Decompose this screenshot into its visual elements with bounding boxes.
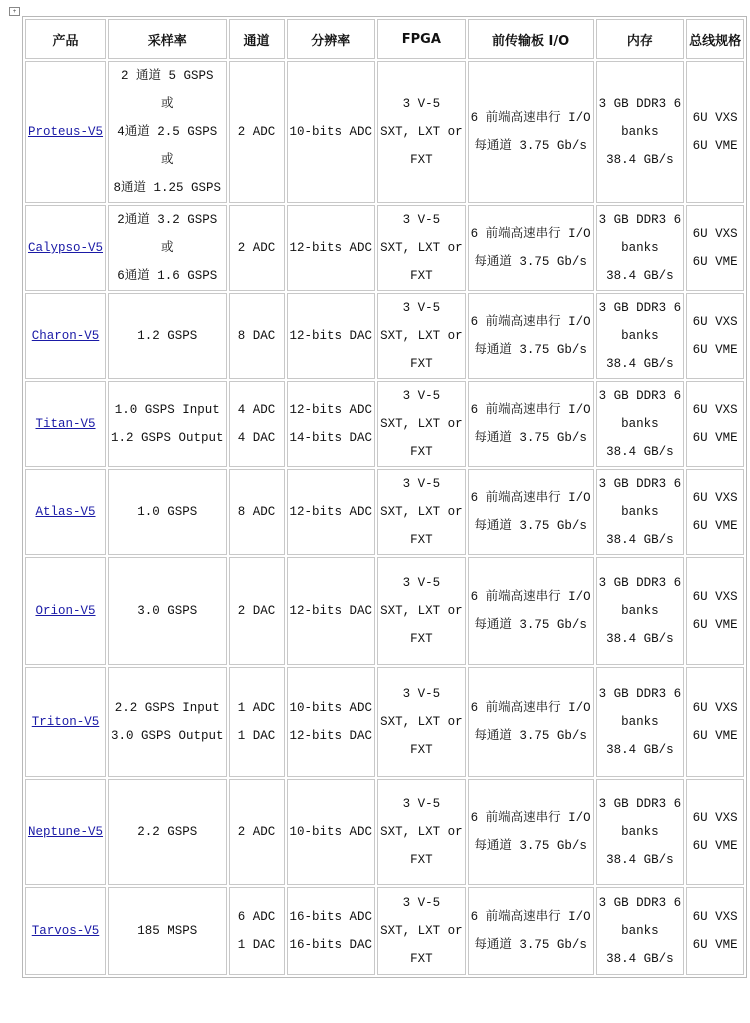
sampling-cell bbox=[108, 205, 227, 291]
table-row bbox=[25, 381, 744, 467]
resolution-line: 12-bits DAC bbox=[289, 729, 373, 743]
product-cell bbox=[25, 887, 106, 975]
io-line: 每通道 3.75 Gb/s bbox=[474, 343, 587, 357]
memory-line: 38.4 GB/s bbox=[606, 743, 674, 757]
sampling-line: 1.0 GSPS Input bbox=[114, 403, 220, 417]
channels-line: 1 ADC bbox=[237, 701, 276, 715]
bus-cell bbox=[686, 381, 744, 467]
product-link[interactable]: Charon-V5 bbox=[31, 329, 100, 343]
fpga-cell bbox=[377, 293, 466, 379]
io-cell bbox=[468, 293, 594, 379]
fpga-line: 3 V-5 bbox=[402, 389, 441, 403]
resolution-cell bbox=[287, 887, 376, 975]
memory-cell bbox=[596, 469, 685, 555]
resolution-line: 12-bits ADC bbox=[289, 403, 373, 417]
bus-line: 6U VME bbox=[692, 431, 738, 445]
bus-line: 6U VME bbox=[692, 519, 738, 533]
io-line: 6 前端高速串行 I/O bbox=[470, 111, 591, 125]
memory-cell bbox=[596, 293, 685, 379]
product-cell bbox=[25, 667, 106, 777]
bus-line: 6U VXS bbox=[692, 701, 738, 715]
product-cell bbox=[25, 293, 106, 379]
product-link[interactable]: Proteus-V5 bbox=[28, 125, 104, 139]
memory-line: 3 GB DDR3 6 bbox=[598, 896, 682, 910]
product-link[interactable]: Calypso-V5 bbox=[28, 241, 104, 255]
channels-cell bbox=[229, 469, 285, 555]
resolution-line: 12-bits DAC bbox=[289, 604, 373, 618]
channels-cell bbox=[229, 887, 285, 975]
bus-line: 6U VME bbox=[692, 618, 738, 632]
resolution-line: 12-bits ADC bbox=[289, 241, 373, 255]
channels-line: 1 DAC bbox=[237, 938, 276, 952]
sampling-line: 1.0 GSPS bbox=[137, 505, 198, 519]
product-link[interactable]: Triton-V5 bbox=[31, 715, 100, 729]
memory-line: 38.4 GB/s bbox=[606, 445, 674, 459]
product-link[interactable]: Tarvos-V5 bbox=[31, 924, 100, 938]
product-link[interactable]: Neptune-V5 bbox=[28, 825, 104, 839]
resolution-line: 12-bits ADC bbox=[289, 505, 373, 519]
io-cell bbox=[468, 557, 594, 665]
channels-line: 2 ADC bbox=[237, 825, 276, 839]
fpga-cell bbox=[377, 667, 466, 777]
resolution-cell bbox=[287, 557, 376, 665]
sampling-line: 2.2 GSPS Input bbox=[114, 701, 220, 715]
header-channels: 通道 bbox=[229, 19, 285, 59]
channels-line: 4 ADC bbox=[237, 403, 276, 417]
sampling-line: 6通道 1.6 GSPS bbox=[117, 269, 218, 283]
bus-line: 6U VME bbox=[692, 255, 738, 269]
product-link[interactable]: Atlas-V5 bbox=[35, 505, 96, 519]
io-line: 每通道 3.75 Gb/s bbox=[474, 729, 587, 743]
sampling-line: 8通道 1.25 GSPS bbox=[113, 181, 222, 195]
fpga-cell bbox=[377, 779, 466, 885]
memory-line: banks bbox=[621, 241, 659, 255]
table-row bbox=[25, 557, 744, 665]
bus-line: 6U VXS bbox=[692, 227, 738, 241]
sampling-cell bbox=[108, 381, 227, 467]
channels-line: 2 DAC bbox=[237, 604, 276, 618]
sampling-cell bbox=[108, 779, 227, 885]
resolution-line: 10-bits ADC bbox=[289, 125, 373, 139]
fpga-line: FXT bbox=[410, 853, 433, 867]
channels-cell bbox=[229, 61, 285, 203]
sampling-line: 3.0 GSPS bbox=[137, 604, 198, 618]
table-row bbox=[25, 293, 744, 379]
fpga-line: 3 V-5 bbox=[402, 687, 441, 701]
channels-line: 1 DAC bbox=[237, 729, 276, 743]
bus-line: 6U VXS bbox=[692, 910, 738, 924]
fpga-cell bbox=[377, 381, 466, 467]
fpga-line: SXT, LXT or bbox=[380, 329, 463, 343]
product-cell bbox=[25, 779, 106, 885]
header-memory: 内存 bbox=[596, 19, 685, 59]
fpga-line: SXT, LXT or bbox=[380, 825, 463, 839]
product-link[interactable]: Orion-V5 bbox=[35, 604, 96, 618]
sampling-line: 2.2 GSPS bbox=[137, 825, 198, 839]
fpga-line: SXT, LXT or bbox=[380, 924, 463, 938]
memory-line: 3 GB DDR3 6 bbox=[598, 97, 682, 111]
product-cell bbox=[25, 205, 106, 291]
header-fpga: FPGA bbox=[377, 19, 466, 59]
memory-line: 3 GB DDR3 6 bbox=[598, 389, 682, 403]
fpga-line: 3 V-5 bbox=[402, 896, 441, 910]
io-line: 6 前端高速串行 I/O bbox=[470, 227, 591, 241]
memory-line: 3 GB DDR3 6 bbox=[598, 213, 682, 227]
channels-line: 6 ADC bbox=[237, 910, 276, 924]
channels-cell bbox=[229, 557, 285, 665]
fpga-line: SXT, LXT or bbox=[380, 241, 463, 255]
fpga-line: 3 V-5 bbox=[402, 477, 441, 491]
io-line: 每通道 3.75 Gb/s bbox=[474, 431, 587, 445]
io-line: 6 前端高速串行 I/O bbox=[470, 403, 591, 417]
fpga-line: FXT bbox=[410, 533, 433, 547]
fpga-cell bbox=[377, 205, 466, 291]
channels-cell bbox=[229, 293, 285, 379]
memory-line: 38.4 GB/s bbox=[606, 632, 674, 646]
resolution-cell bbox=[287, 293, 376, 379]
sampling-cell bbox=[108, 293, 227, 379]
channels-line: 8 DAC bbox=[237, 329, 276, 343]
bus-line: 6U VXS bbox=[692, 315, 738, 329]
header-product: 产品 bbox=[25, 19, 106, 59]
channels-cell bbox=[229, 205, 285, 291]
io-line: 6 前端高速串行 I/O bbox=[470, 491, 591, 505]
resolution-cell bbox=[287, 469, 376, 555]
fpga-line: 3 V-5 bbox=[402, 797, 441, 811]
memory-line: 38.4 GB/s bbox=[606, 952, 674, 966]
fpga-line: FXT bbox=[410, 269, 433, 283]
io-cell bbox=[468, 381, 594, 467]
memory-line: banks bbox=[621, 125, 659, 139]
io-cell bbox=[468, 205, 594, 291]
bus-line: 6U VXS bbox=[692, 111, 738, 125]
sampling-cell bbox=[108, 887, 227, 975]
channels-cell bbox=[229, 667, 285, 777]
header-resolution: 分辨率 bbox=[287, 19, 376, 59]
resolution-cell bbox=[287, 61, 376, 203]
bus-cell bbox=[686, 779, 744, 885]
resolution-line: 10-bits ADC bbox=[289, 825, 373, 839]
io-cell bbox=[468, 887, 594, 975]
memory-line: banks bbox=[621, 715, 659, 729]
memory-line: 3 GB DDR3 6 bbox=[598, 687, 682, 701]
fpga-line: FXT bbox=[410, 743, 433, 757]
bus-cell bbox=[686, 61, 744, 203]
fpga-line: FXT bbox=[410, 632, 433, 646]
fpga-line: SXT, LXT or bbox=[380, 715, 463, 729]
fpga-line: FXT bbox=[410, 952, 433, 966]
sampling-line: 2 通道 5 GSPS bbox=[121, 69, 214, 83]
fpga-line: FXT bbox=[410, 153, 433, 167]
fpga-line: 3 V-5 bbox=[402, 576, 441, 590]
channels-line: 2 ADC bbox=[237, 125, 276, 139]
sampling-line: 185 MSPS bbox=[137, 924, 198, 938]
sampling-line: 或 bbox=[161, 97, 174, 111]
resolution-cell bbox=[287, 667, 376, 777]
table-row bbox=[25, 61, 744, 203]
bus-cell bbox=[686, 557, 744, 665]
bus-line: 6U VME bbox=[692, 839, 738, 853]
bus-cell bbox=[686, 293, 744, 379]
product-spec-table bbox=[22, 16, 747, 978]
memory-line: 38.4 GB/s bbox=[606, 153, 674, 167]
memory-cell bbox=[596, 557, 685, 665]
product-cell bbox=[25, 557, 106, 665]
fpga-line: SXT, LXT or bbox=[380, 505, 463, 519]
fpga-line: SXT, LXT or bbox=[380, 417, 463, 431]
table-row bbox=[25, 667, 744, 777]
io-line: 每通道 3.75 Gb/s bbox=[474, 255, 587, 269]
memory-line: banks bbox=[621, 417, 659, 431]
io-cell bbox=[468, 779, 594, 885]
fpga-line: 3 V-5 bbox=[402, 97, 441, 111]
sampling-line: 1.2 GSPS Output bbox=[111, 431, 224, 445]
header-sampling-rate: 采样率 bbox=[108, 19, 227, 59]
product-cell bbox=[25, 469, 106, 555]
sampling-cell bbox=[108, 557, 227, 665]
fpga-line: 3 V-5 bbox=[402, 301, 441, 315]
memory-line: banks bbox=[621, 505, 659, 519]
memory-line: banks bbox=[621, 604, 659, 618]
channels-cell bbox=[229, 779, 285, 885]
memory-cell bbox=[596, 205, 685, 291]
sampling-cell bbox=[108, 469, 227, 555]
io-line: 6 前端高速串行 I/O bbox=[470, 590, 591, 604]
memory-line: banks bbox=[621, 924, 659, 938]
io-line: 6 前端高速串行 I/O bbox=[470, 811, 591, 825]
io-line: 每通道 3.75 Gb/s bbox=[474, 938, 587, 952]
io-line: 6 前端高速串行 I/O bbox=[470, 315, 591, 329]
fpga-cell bbox=[377, 61, 466, 203]
memory-line: 3 GB DDR3 6 bbox=[598, 576, 682, 590]
header-bus: 总线规格 bbox=[686, 19, 744, 59]
memory-line: 3 GB DDR3 6 bbox=[598, 477, 682, 491]
resolution-line: 10-bits ADC bbox=[289, 701, 373, 715]
sampling-line: 3.0 GSPS Output bbox=[111, 729, 224, 743]
sampling-line: 或 bbox=[161, 153, 174, 167]
memory-cell bbox=[596, 61, 685, 203]
memory-cell bbox=[596, 381, 685, 467]
io-line: 每通道 3.75 Gb/s bbox=[474, 519, 587, 533]
resolution-line: 16-bits DAC bbox=[289, 938, 373, 952]
product-link[interactable]: Titan-V5 bbox=[35, 417, 96, 431]
table-row bbox=[25, 887, 744, 975]
bus-cell bbox=[686, 667, 744, 777]
memory-line: 38.4 GB/s bbox=[606, 533, 674, 547]
fpga-line: 3 V-5 bbox=[402, 213, 441, 227]
bus-line: 6U VXS bbox=[692, 491, 738, 505]
fpga-line: SXT, LXT or bbox=[380, 604, 463, 618]
product-cell bbox=[25, 381, 106, 467]
channels-cell bbox=[229, 381, 285, 467]
resolution-line: 16-bits ADC bbox=[289, 910, 373, 924]
channels-line: 2 ADC bbox=[237, 241, 276, 255]
io-cell bbox=[468, 61, 594, 203]
io-line: 每通道 3.75 Gb/s bbox=[474, 618, 587, 632]
bus-line: 6U VME bbox=[692, 729, 738, 743]
memory-line: 3 GB DDR3 6 bbox=[598, 301, 682, 315]
bus-cell bbox=[686, 205, 744, 291]
channels-line: 4 DAC bbox=[237, 431, 276, 445]
memory-cell bbox=[596, 887, 685, 975]
io-line: 每通道 3.75 Gb/s bbox=[474, 839, 587, 853]
resolution-cell bbox=[287, 779, 376, 885]
fpga-line: FXT bbox=[410, 357, 433, 371]
fpga-cell bbox=[377, 557, 466, 665]
memory-line: 38.4 GB/s bbox=[606, 357, 674, 371]
table-row bbox=[25, 469, 744, 555]
memory-cell bbox=[596, 779, 685, 885]
product-cell bbox=[25, 61, 106, 203]
bus-cell bbox=[686, 887, 744, 975]
bus-line: 6U VME bbox=[692, 343, 738, 357]
bus-line: 6U VME bbox=[692, 938, 738, 952]
table-row bbox=[25, 779, 744, 885]
fpga-cell bbox=[377, 469, 466, 555]
sampling-line: 2通道 3.2 GSPS bbox=[117, 213, 218, 227]
memory-line: banks bbox=[621, 329, 659, 343]
sampling-cell bbox=[108, 667, 227, 777]
channels-line: 8 ADC bbox=[237, 505, 276, 519]
bus-line: 6U VXS bbox=[692, 403, 738, 417]
sampling-line: 4通道 2.5 GSPS bbox=[117, 125, 218, 139]
resolution-cell bbox=[287, 205, 376, 291]
memory-line: banks bbox=[621, 825, 659, 839]
bus-line: 6U VXS bbox=[692, 590, 738, 604]
fpga-line: FXT bbox=[410, 445, 433, 459]
memory-line: 3 GB DDR3 6 bbox=[598, 797, 682, 811]
io-line: 6 前端高速串行 I/O bbox=[470, 910, 591, 924]
sampling-line: 或 bbox=[161, 241, 174, 255]
io-line: 6 前端高速串行 I/O bbox=[470, 701, 591, 715]
header-front-io: 前传输板 I/O bbox=[468, 19, 594, 59]
io-cell bbox=[468, 667, 594, 777]
sampling-cell bbox=[108, 61, 227, 203]
memory-line: 38.4 GB/s bbox=[606, 269, 674, 283]
resolution-line: 12-bits DAC bbox=[289, 329, 373, 343]
resolution-cell bbox=[287, 381, 376, 467]
fpga-cell bbox=[377, 887, 466, 975]
sampling-line: 1.2 GSPS bbox=[137, 329, 198, 343]
bus-line: 6U VXS bbox=[692, 811, 738, 825]
io-cell bbox=[468, 469, 594, 555]
memory-cell bbox=[596, 667, 685, 777]
bus-line: 6U VME bbox=[692, 139, 738, 153]
resolution-line: 14-bits DAC bbox=[289, 431, 373, 445]
memory-line: 38.4 GB/s bbox=[606, 853, 674, 867]
io-line: 每通道 3.75 Gb/s bbox=[474, 139, 587, 153]
header-row bbox=[25, 19, 744, 59]
bus-cell bbox=[686, 469, 744, 555]
table-anchor-icon[interactable]: + bbox=[9, 7, 20, 16]
table-row bbox=[25, 205, 744, 291]
fpga-line: SXT, LXT or bbox=[380, 125, 463, 139]
